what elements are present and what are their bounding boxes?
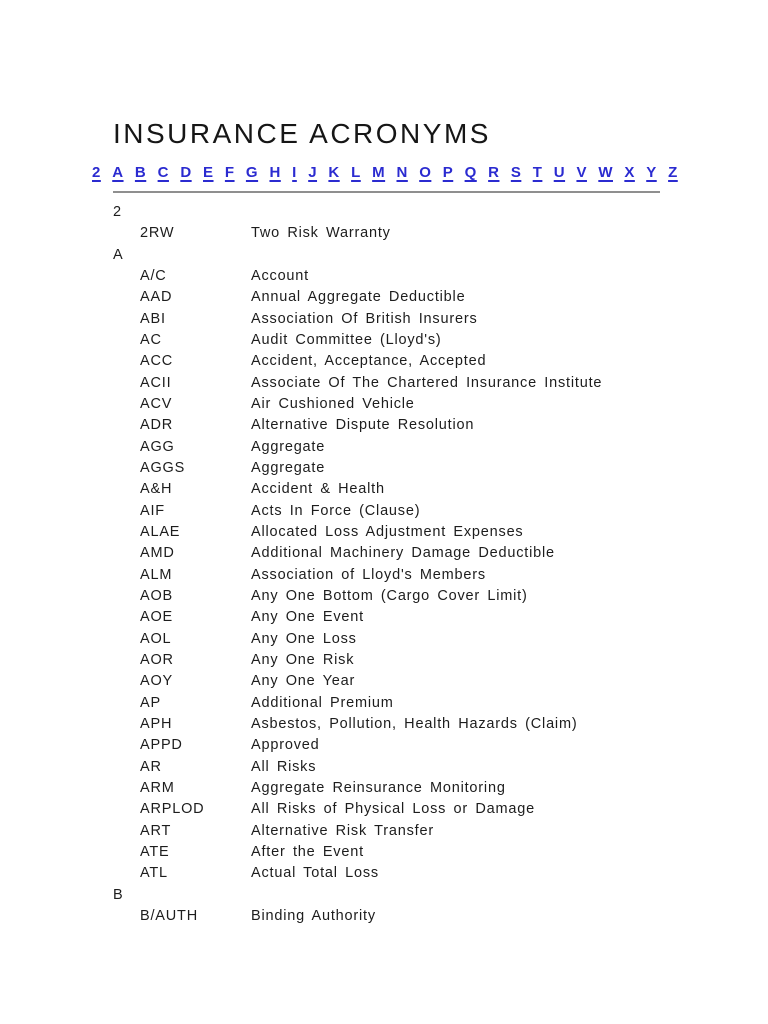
- definition: After the Event: [251, 843, 364, 860]
- acronym: B/AUTH: [140, 907, 198, 924]
- acronym-row: [0, 565, 768, 586]
- acronym-row: [0, 586, 768, 607]
- acronym-row: [0, 906, 768, 927]
- definition: Two Risk Warranty: [251, 225, 391, 242]
- definition: Additional Machinery Damage Deductible: [251, 545, 555, 562]
- definition: Account: [251, 267, 309, 284]
- index-link-i[interactable]: I: [292, 164, 297, 181]
- index-link-l[interactable]: L: [351, 164, 361, 181]
- acronym-row: [0, 778, 768, 799]
- acronym: AMD: [140, 545, 175, 562]
- definition: Aggregate: [251, 438, 326, 455]
- acronym-row: [0, 479, 768, 500]
- index-link-u[interactable]: U: [553, 164, 566, 181]
- definition: Aggregate Reinsurance Monitoring: [251, 779, 506, 796]
- acronym-row: [0, 735, 768, 756]
- acronym: ACII: [140, 374, 172, 391]
- index-link-p[interactable]: P: [442, 164, 454, 181]
- index-link-d[interactable]: D: [180, 164, 192, 181]
- acronym: AAD: [140, 289, 173, 306]
- acronym: ALM: [140, 566, 173, 583]
- acronym: AIF: [140, 502, 165, 519]
- definition: Approved: [251, 737, 320, 754]
- acronym: AP: [140, 694, 161, 711]
- acronym: ARPLOD: [140, 801, 205, 818]
- acronym: A/C: [140, 267, 167, 284]
- index-link-w[interactable]: W: [598, 164, 613, 181]
- acronym: ALAE: [140, 523, 181, 540]
- definition: Any One Event: [251, 609, 364, 626]
- index-link-q[interactable]: Q: [464, 164, 477, 181]
- acronym: ACV: [140, 395, 173, 412]
- definition: Annual Aggregate Deductible: [251, 289, 466, 306]
- definition: Any One Bottom (Cargo Cover Limit): [251, 587, 528, 604]
- definition: Additional Premium: [251, 694, 394, 711]
- index-link-y[interactable]: Y: [646, 164, 657, 181]
- index-link-f[interactable]: F: [224, 164, 235, 181]
- acronym: AOY: [140, 673, 174, 690]
- acronym-row: [0, 373, 768, 394]
- acronym: AOR: [140, 651, 174, 668]
- definition: Any One Loss: [251, 630, 357, 647]
- acronym: A&H: [140, 481, 173, 498]
- definition: Asbestos, Pollution, Health Hazards (Claim): [251, 715, 578, 732]
- definition: Audit Committee (Lloyd's): [251, 331, 442, 348]
- page-title: INSURANCE ACRONYMS: [113, 118, 491, 149]
- acronym: APPD: [140, 737, 183, 754]
- acronym: AGGS: [140, 459, 186, 476]
- definition: Any One Year: [251, 673, 356, 690]
- acronym-row: [0, 671, 768, 692]
- definition: Accident, Acceptance, Accepted: [251, 353, 487, 370]
- definition: Any One Risk: [251, 651, 355, 668]
- acronym-row: [0, 714, 768, 735]
- index-link-n[interactable]: N: [396, 164, 408, 181]
- acronym-row: [0, 437, 768, 458]
- acronym-row: [0, 266, 768, 287]
- acronym: ATE: [140, 843, 170, 860]
- definition: Acts In Force (Clause): [251, 502, 421, 519]
- acronym-row: [0, 693, 768, 714]
- acronym-row: [0, 607, 768, 628]
- acronym: ABI: [140, 310, 166, 327]
- definition: Air Cushioned Vehicle: [251, 395, 415, 412]
- definition: Allocated Loss Adjustment Expenses: [251, 523, 524, 540]
- index-link-t[interactable]: T: [532, 164, 543, 181]
- acronym-row: [0, 522, 768, 543]
- acronym-row: [0, 501, 768, 522]
- acronym: ATL: [140, 865, 168, 882]
- index-link-z[interactable]: Z: [668, 164, 678, 181]
- acronym-row: [0, 863, 768, 884]
- index-link-m[interactable]: M: [372, 164, 386, 181]
- index-link-s[interactable]: S: [510, 164, 522, 181]
- divider-rule: [113, 191, 660, 193]
- acronym: AC: [140, 331, 162, 348]
- index-link-k[interactable]: K: [328, 164, 340, 181]
- definition: Alternative Risk Transfer: [251, 822, 434, 839]
- acronym-row: [0, 223, 768, 244]
- acronym-glossary: [0, 202, 768, 927]
- definition: Associate Of The Chartered Insurance Institute: [251, 374, 603, 391]
- index-link-e[interactable]: E: [203, 164, 214, 181]
- acronym-row: [0, 650, 768, 671]
- acronym: ART: [140, 822, 172, 839]
- alphabet-index: [92, 164, 678, 184]
- acronym: ADR: [140, 417, 174, 434]
- definition: Binding Authority: [251, 907, 376, 924]
- index-link-2[interactable]: 2: [92, 164, 101, 181]
- acronym: ARM: [140, 779, 175, 796]
- acronym-row: [0, 309, 768, 330]
- acronym-row: [0, 458, 768, 479]
- acronym-row: [0, 287, 768, 308]
- index-link-b[interactable]: B: [134, 164, 147, 181]
- acronym-row: [0, 394, 768, 415]
- acronym: AOL: [140, 630, 172, 647]
- section-letter-2: 2: [113, 204, 122, 220]
- acronym: ACC: [140, 353, 174, 370]
- definition: All Risks: [251, 758, 317, 775]
- index-link-a[interactable]: A: [112, 164, 124, 181]
- definition: Alternative Dispute Resolution: [251, 417, 475, 434]
- acronym: AGG: [140, 438, 175, 455]
- definition: Accident & Health: [251, 481, 385, 498]
- acronym: AOE: [140, 609, 174, 626]
- index-link-v[interactable]: V: [576, 164, 587, 181]
- index-link-g[interactable]: G: [245, 164, 259, 181]
- acronym: 2RW: [140, 225, 175, 242]
- index-link-r[interactable]: R: [488, 164, 500, 181]
- index-link-x[interactable]: X: [624, 164, 635, 181]
- section-letter-a: A: [113, 246, 124, 263]
- index-link-c[interactable]: C: [157, 164, 169, 181]
- acronym-row: [0, 415, 768, 436]
- acronym-row: [0, 330, 768, 351]
- definition: Actual Total Loss: [251, 865, 379, 882]
- index-link-h[interactable]: H: [269, 164, 281, 181]
- acronym: APH: [140, 715, 173, 732]
- acronym-row: [0, 821, 768, 842]
- acronym-row: [0, 799, 768, 820]
- acronym-row: [0, 543, 768, 564]
- definition: Aggregate: [251, 459, 326, 476]
- acronym-row: [0, 842, 768, 863]
- index-link-j[interactable]: J: [308, 164, 318, 181]
- acronym-row: [0, 757, 768, 778]
- section-letter-b: B: [113, 886, 124, 903]
- definition: All Risks of Physical Loss or Damage: [251, 801, 535, 818]
- definition: Association of Lloyd's Members: [251, 566, 486, 583]
- definition: Association Of British Insurers: [251, 310, 478, 327]
- acronym: AOB: [140, 587, 174, 604]
- index-link-o[interactable]: O: [419, 164, 432, 181]
- acronym-row: [0, 629, 768, 650]
- acronym-row: [0, 351, 768, 372]
- acronym: AR: [140, 758, 162, 775]
